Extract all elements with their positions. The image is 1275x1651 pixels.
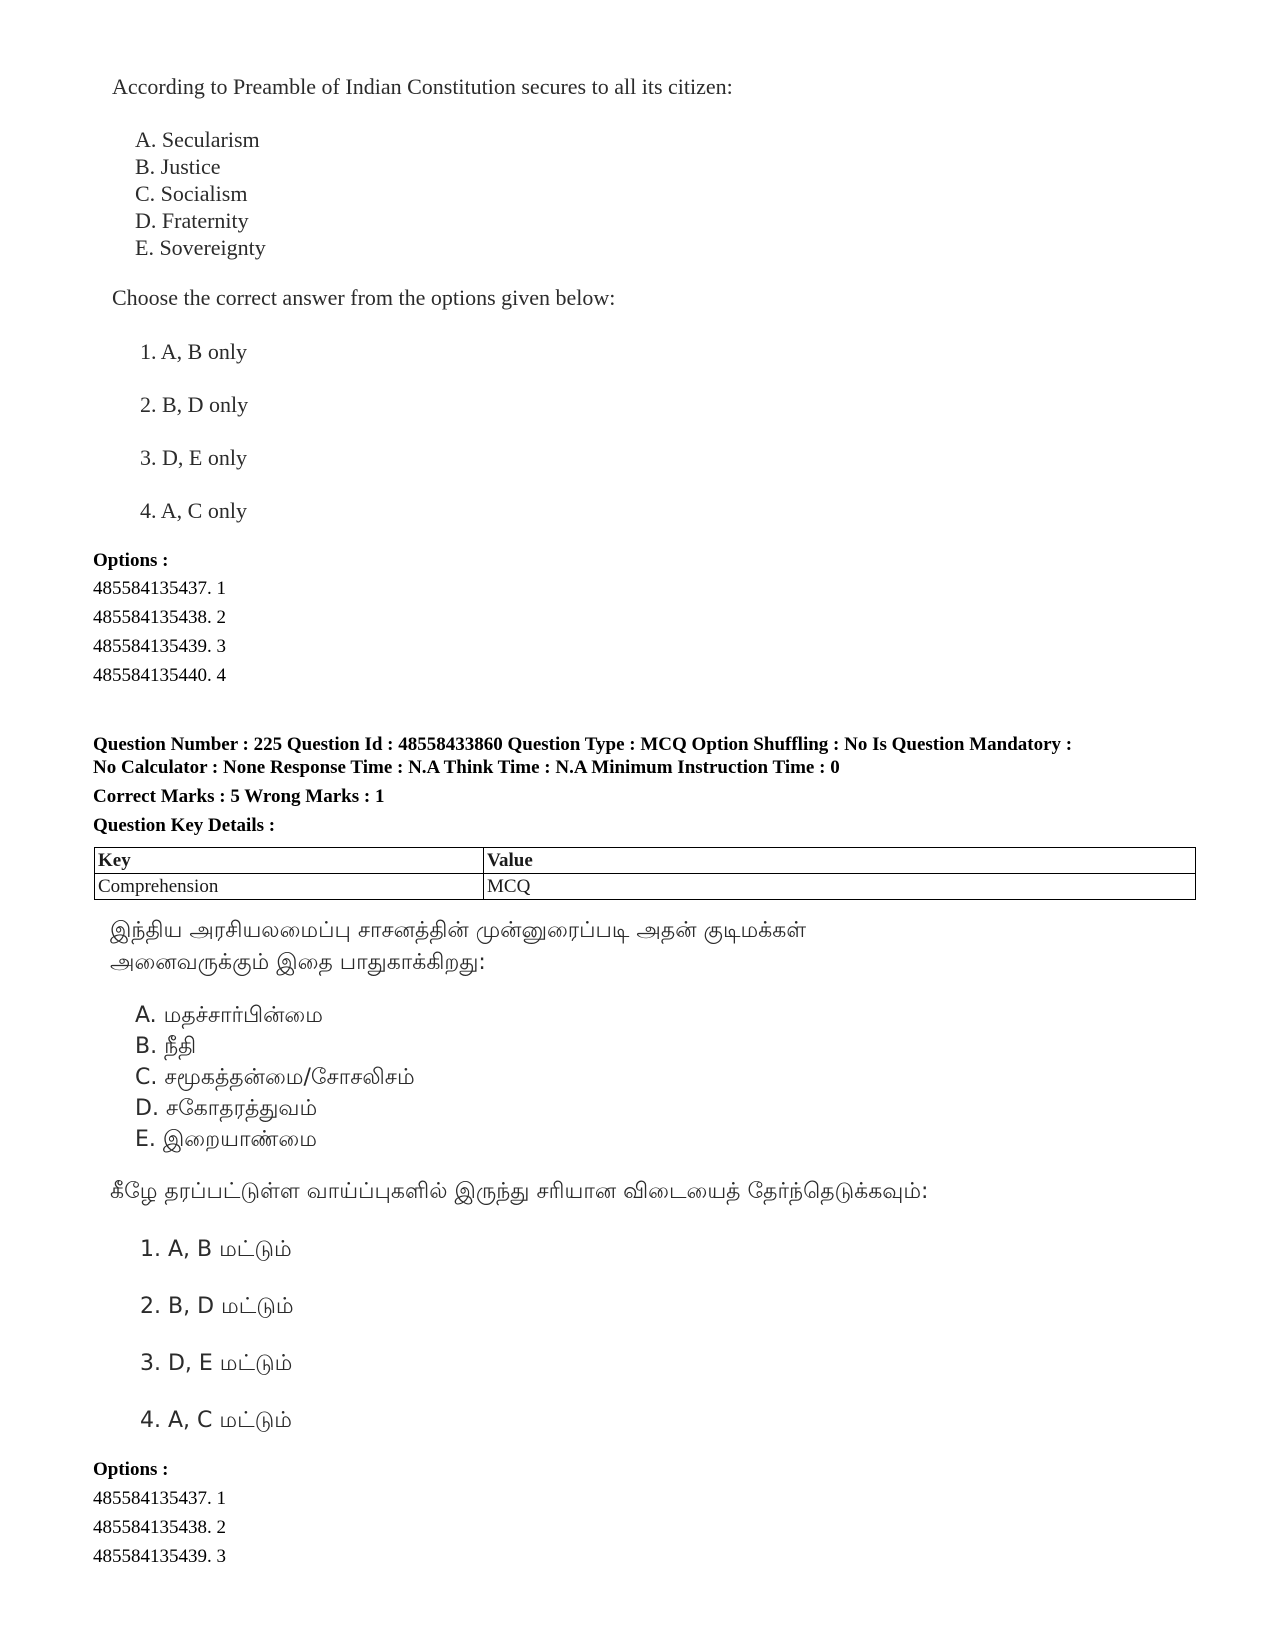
question-key-table: [94, 847, 1196, 900]
statement-item: C. சமூகத்தன்மை/சோசலிசம்: [135, 1065, 415, 1090]
answer-choice: 4. A, C only: [140, 498, 247, 523]
question-stem: இந்திய அரசியலமைப்பு சாசனத்தின் முன்னுரைப்படி அதன் குடிமக்கள்: [110, 918, 807, 943]
statement-item: B. நீதி: [135, 1034, 197, 1059]
question-meta-line: Question Number : 225 Question Id : 48558433860 Question Type : MCQ Option Shuffling : No Is Question Mandatory :: [93, 734, 1073, 755]
table-row: [95, 874, 1196, 900]
option-id: 485584135438. 2: [93, 1517, 226, 1538]
table-header-cell: Key: [95, 848, 484, 874]
option-id: 485584135439. 3: [93, 636, 226, 657]
statement-item: C. Socialism: [135, 181, 248, 206]
option-id: 485584135438. 2: [93, 607, 226, 628]
answer-choice: 3. D, E only: [140, 445, 247, 470]
statement-item: A. Secularism: [135, 127, 260, 152]
option-id: 485584135437. 1: [93, 1488, 226, 1509]
statement-item: E. Sovereignty: [135, 235, 266, 260]
statement-item: D. Fraternity: [135, 208, 249, 233]
options-label: Options :: [93, 550, 169, 571]
question-stem: அனைவருக்கும் இதை பாதுகாக்கிறது:: [110, 950, 486, 975]
table-cell: Comprehension: [95, 874, 484, 900]
answer-instruction: கீழே தரப்பட்டுள்ள வாய்ப்புகளில் இருந்து சரியான விடையைத் தேர்ந்தெடுக்கவும்:: [110, 1179, 929, 1204]
answer-instruction: Choose the correct answer from the options given below:: [112, 285, 616, 310]
answer-choice: 2. B, D மட்டும்: [140, 1294, 294, 1319]
table-header-row: [95, 848, 1196, 874]
answer-choice: 1. A, B only: [140, 339, 247, 364]
table-cell: MCQ: [484, 874, 1196, 900]
answer-choice: 2. B, D only: [140, 392, 249, 417]
table-header-cell: Value: [484, 848, 1196, 874]
statement-item: E. இறையாண்மை: [135, 1127, 317, 1152]
marks-line: Correct Marks : 5 Wrong Marks : 1: [93, 786, 385, 807]
option-id: 485584135439. 3: [93, 1546, 226, 1567]
option-id: 485584135440. 4: [93, 665, 226, 686]
answer-choice: 1. A, B மட்டும்: [140, 1237, 292, 1262]
statement-item: B. Justice: [135, 154, 221, 179]
statement-item: D. சகோதரத்துவம்: [135, 1096, 318, 1121]
answer-choice: 3. D, E மட்டும்: [140, 1351, 293, 1376]
question-stem: According to Preamble of Indian Constitution secures to all its citizen:: [112, 74, 733, 99]
question-meta-line: No Calculator : None Response Time : N.A Think Time : N.A Minimum Instruction Time : 0: [93, 757, 840, 778]
statement-item: A. மதச்சார்பின்மை: [135, 1003, 323, 1028]
answer-choice: 4. A, C மட்டும்: [140, 1408, 292, 1433]
option-id: 485584135437. 1: [93, 578, 226, 599]
options-label: Options :: [93, 1459, 169, 1480]
key-details-label: Question Key Details :: [93, 815, 276, 836]
